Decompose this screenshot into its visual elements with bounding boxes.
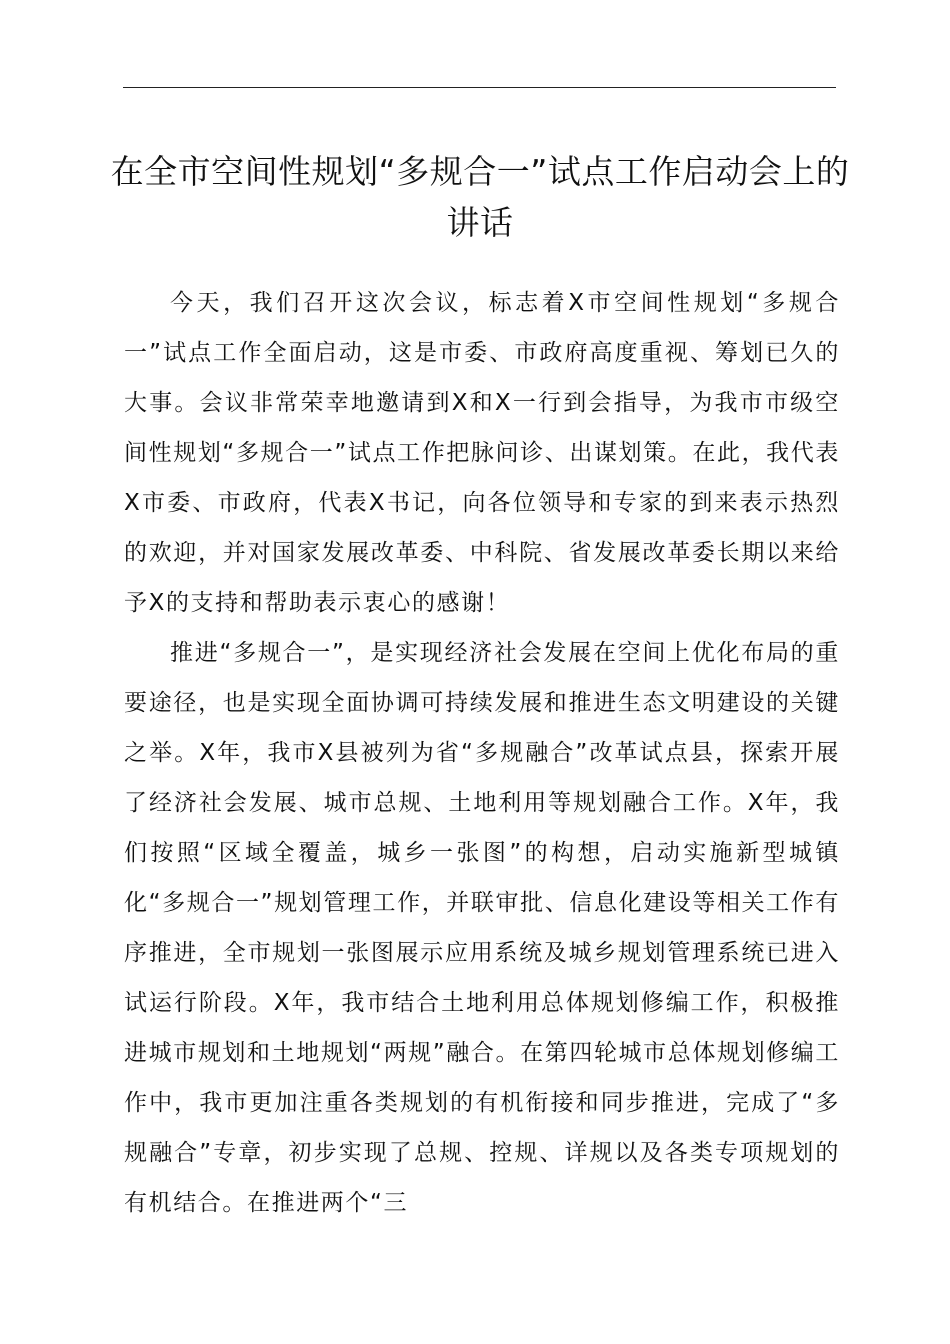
document-body <box>124 278 840 1228</box>
paragraph-progress: 推进“多规合一”，是实现经济社会发展在空间上优化布局的重要途径，也是实现全面协调可持续发展和推进生态文明建设的关键之举。X年，我市X县被列为省“多规融合”改革试点县，探索开展了经济社会发展、城市总规、土地利用等规划融合工作。X年，我们按照“区域全覆盖，城乡一张图”的构想，启动实施新型城镇化“多规合一”规划管理工作，并联审批、信息化建设等相关工作有序推进，全市规划一张图展示应用系统及城乡规划管理系统已进入试运行阶段。X年，我市结合土地利用总体规划修编工作，积极推进城市规划和土地规划“两规”融合。在第四轮城市总体规划修编工作中，我市更加注重各类规划的有机衔接和同步推进，完成了“多规融合”专章，初步实现了总规、控规、详规以及各类专项规划的有机结合。在推进两个“三 <box>124 640 840 1216</box>
document-title: 在全市空间性规划“多规合一”试点工作启动会上的讲话 <box>110 152 850 242</box>
paragraph-opening: 今天，我们召开这次会议，标志着X市空间性规划“多规合一”试点工作全面启动，这是市委、市政府高度重视、筹划已久的大事。会议非常荣幸地邀请到X和X一行到会指导，为我市市级空间性规划“多规合一”试点工作把脉问诊、出谋划策。在此，我代表X市委、市政府，代表X书记，向各位领导和专家的到来表示热烈的欢迎，并对国家发展改革委、中科院、省发展改革委长期以来给予X的支持和帮助表示衷心的感谢！ <box>124 290 840 616</box>
header-rule <box>123 87 836 88</box>
